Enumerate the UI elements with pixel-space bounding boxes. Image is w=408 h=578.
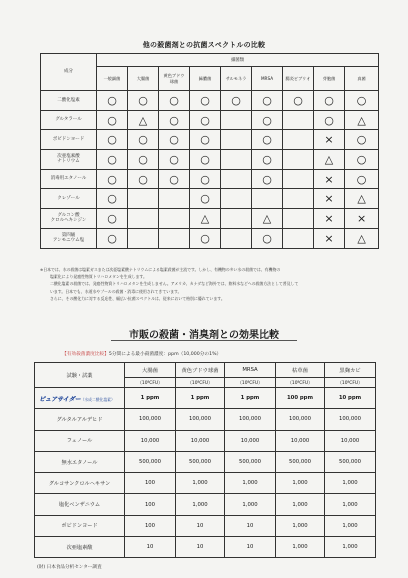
effect-mark: ○	[345, 150, 379, 170]
brand-subtitle: （水成二酸化塩素）	[80, 396, 115, 402]
effect-mark	[283, 110, 314, 130]
concentration-value: 10,000	[225, 430, 276, 451]
effect-mark	[221, 130, 252, 150]
effect-mark: ○	[128, 91, 159, 111]
effect-mark	[159, 189, 190, 209]
effect-mark: ○	[190, 169, 221, 189]
spectrum-table	[40, 53, 379, 249]
effect-mark: ○	[159, 91, 190, 111]
organism-header: 大腸菌	[125, 363, 176, 378]
reagent-label: 次亜塩素酸	[35, 537, 125, 558]
concentration-value: 100,000	[176, 409, 225, 430]
effect-mark: ×	[314, 169, 345, 189]
effect-mark: ○	[190, 189, 221, 209]
effect-mark: ○	[97, 130, 128, 150]
concentration-value: 500,000	[276, 451, 325, 472]
note-line: 塩素化により発癌性物質トリハロメタンを生成します。	[50, 274, 147, 280]
effect-mark	[221, 150, 252, 170]
concentration-value: 500,000	[225, 451, 276, 472]
effect-mark: △	[345, 110, 379, 130]
concentration-value: 1,000	[225, 494, 276, 515]
effect-mark: ○	[283, 91, 314, 111]
effect-mark	[283, 209, 314, 229]
effect-mark: ○	[190, 150, 221, 170]
notes-block	[40, 266, 380, 302]
effect-mark: ○	[345, 91, 379, 111]
comparison-header-row	[35, 363, 376, 378]
component-label: 第四級 アンモニウム塩	[41, 228, 97, 248]
concentration-value: 10	[176, 537, 225, 558]
comparison-row	[35, 451, 376, 472]
component-header: 成分	[41, 54, 97, 91]
title-underline	[111, 340, 297, 341]
organism-header: 黄色ブドウ球菌	[176, 363, 225, 378]
component-label: グルコン酸 クロルヘキシジン	[41, 209, 97, 229]
brand-name: ピュアサイダー	[39, 395, 81, 403]
note-line: さらに、その酸化力に対する反応性、幅広い抗菌スペクトルは、従来において格別に優れています。	[50, 295, 225, 301]
comparison-row	[35, 515, 376, 536]
test-reagent-header: 試験・試薬	[35, 363, 125, 388]
concentration-value: 100,000	[125, 409, 176, 430]
effect-mark	[283, 130, 314, 150]
effect-mark	[252, 189, 283, 209]
effect-mark: ○	[97, 169, 128, 189]
component-label: グルタラール	[41, 110, 97, 130]
concentration-value: 1,000	[325, 494, 376, 515]
reagent-label: グルコサンクロルヘキサン	[35, 473, 125, 494]
component-label: 二酸化塩素	[41, 91, 97, 111]
effect-mark	[128, 209, 159, 229]
brand-value: 10 ppm	[325, 388, 376, 409]
effect-mark: ×	[314, 228, 345, 248]
concentration-value: 500,000	[325, 451, 376, 472]
effect-mark: ○	[97, 150, 128, 170]
cfu-unit: （10⁸CFU）	[176, 378, 225, 388]
effect-mark: ○	[97, 189, 128, 209]
cfu-unit: （10⁸CFU）	[325, 378, 376, 388]
effect-mark	[159, 209, 190, 229]
effect-mark: ○	[252, 169, 283, 189]
concentration-value: 1,000	[276, 494, 325, 515]
concentration-value: 100,000	[276, 409, 325, 430]
comparison-row	[35, 537, 376, 558]
source-footer: (財) 日本食品分析センター調査	[37, 565, 102, 570]
effect-mark: ○	[345, 130, 379, 150]
comparison-row	[35, 409, 376, 430]
concentration-value: 10,000	[125, 430, 176, 451]
concentration-value: 10	[176, 515, 225, 536]
concentration-value: 100	[125, 473, 176, 494]
effect-mark	[221, 189, 252, 209]
subtitle-text: 5分間による最小殺菌濃度：ppm（10,000分の1%）	[108, 352, 222, 357]
effect-mark: ○	[221, 91, 252, 111]
cfu-unit: （10⁸CFU）	[225, 378, 276, 388]
spectrum-row	[41, 130, 379, 150]
effect-mark: △	[252, 209, 283, 229]
effect-mark: ○	[314, 91, 345, 111]
effect-mark: ○	[252, 150, 283, 170]
concentration-value: 500,000	[125, 451, 176, 472]
bacteria-column-header: 黄色ブドウ 球菌	[159, 67, 190, 91]
effect-mark: ○	[159, 130, 190, 150]
effect-mark	[221, 169, 252, 189]
effect-mark: ○	[190, 228, 221, 248]
comparison-subtitle	[62, 351, 362, 357]
reagent-label: 塩化ベンザニウム	[35, 494, 125, 515]
reagent-label: ポビドンヨード	[35, 515, 125, 536]
concentration-value: 1,000	[325, 473, 376, 494]
spectrum-row	[41, 169, 379, 189]
concentration-value: 100,000	[225, 409, 276, 430]
effect-mark: ○	[345, 169, 379, 189]
concentration-value: 100,000	[325, 409, 376, 430]
comparison-table-title: 市販の殺菌・消臭剤との効果比較	[129, 330, 279, 341]
spectrum-row	[41, 189, 379, 209]
bacteria-column-header: 腸炎ビブリオ	[283, 67, 314, 91]
note-line: 二酸化塩素の殺菌では、発癌性物質トリハロメタンを生成しません。アメリカ、カナダなど海外では、飲料水などへの殺菌方法として普及して	[50, 281, 299, 287]
concentration-value: 10	[225, 515, 276, 536]
bacteria-column-header: 真菌	[345, 67, 379, 91]
effect-mark	[283, 169, 314, 189]
effect-mark	[283, 228, 314, 248]
concentration-value: 1,000	[276, 515, 325, 536]
concentration-value: 1,000	[325, 537, 376, 558]
effect-mark: ○	[97, 91, 128, 111]
spectrum-row	[41, 150, 379, 170]
effect-mark: △	[314, 150, 345, 170]
effect-mark: ○	[190, 110, 221, 130]
effect-mark: ○	[190, 91, 221, 111]
organism-header: MRSA	[225, 363, 276, 378]
concentration-value: 1,000	[176, 473, 225, 494]
effect-mark: ○	[252, 130, 283, 150]
bacteria-group-header: 細菌類	[97, 54, 379, 67]
concentration-value: 10,000	[325, 430, 376, 451]
bacteria-column-header: 一般細菌	[97, 67, 128, 91]
subtitle-highlight: 【有効殺菌濃度比較】	[62, 352, 109, 357]
concentration-value: 1,000	[176, 494, 225, 515]
effect-mark: ○	[252, 110, 283, 130]
reagent-label: 無水エタノール	[35, 451, 125, 472]
component-label: ポビドンヨード	[41, 130, 97, 150]
cfu-unit: （10⁸CFU）	[276, 378, 325, 388]
organism-header: 枯草菌	[276, 363, 325, 378]
effect-mark	[283, 189, 314, 209]
effect-mark: △	[190, 209, 221, 229]
bacteria-column-header: サルモネラ	[221, 67, 252, 91]
spectrum-table-title: 他の殺菌剤との抗菌スペクトルの比較	[142, 41, 266, 49]
concentration-value: 10	[225, 537, 276, 558]
concentration-value: 1,000	[225, 473, 276, 494]
effect-mark: ○	[190, 130, 221, 150]
effect-mark: ○	[159, 150, 190, 170]
effect-mark: △	[345, 228, 379, 248]
effect-mark: ○	[128, 130, 159, 150]
spectrum-row	[41, 228, 379, 248]
effect-mark	[221, 228, 252, 248]
concentration-value: 100	[125, 515, 176, 536]
effect-mark: ×	[314, 130, 345, 150]
effect-mark: ×	[345, 209, 379, 229]
brand-cell	[35, 388, 125, 409]
component-label: 消毒用エタノール	[41, 169, 97, 189]
effect-mark: ○	[252, 91, 283, 111]
effect-mark: ○	[128, 150, 159, 170]
concentration-value: 100	[125, 494, 176, 515]
brand-value: 1 ppm	[125, 388, 176, 409]
effect-mark: ○	[252, 228, 283, 248]
brand-value: 100 ppm	[276, 388, 325, 409]
effect-mark	[221, 209, 252, 229]
effect-mark: ○	[97, 228, 128, 248]
comparison-row	[35, 430, 376, 451]
effect-mark: ×	[314, 189, 345, 209]
concentration-value: 10,000	[176, 430, 225, 451]
bacteria-column-header: 大腸菌	[128, 67, 159, 91]
spectrum-row	[41, 91, 379, 111]
spectrum-row	[41, 110, 379, 130]
brand-row	[35, 388, 376, 409]
note-line: ※日本では、水の殺菌は塩素ガスまたは次亜塩素酸ナトリウムによる塩素殺菌が主流です。しかし、有機物の多い水の殺菌では、有機物の	[40, 267, 281, 272]
effect-mark: ○	[97, 110, 128, 130]
brand-value: 1 ppm	[176, 388, 225, 409]
concentration-value: 10,000	[276, 430, 325, 451]
concentration-value: 1,000	[276, 537, 325, 558]
effect-mark: ○	[314, 110, 345, 130]
concentration-value: 500,000	[176, 451, 225, 472]
cfu-unit: （10⁸CFU）	[125, 378, 176, 388]
reagent-label: フェノール	[35, 430, 125, 451]
effect-mark: ○	[159, 110, 190, 130]
effect-mark: △	[128, 110, 159, 130]
effect-mark	[221, 110, 252, 130]
comparison-table	[34, 362, 376, 558]
effect-mark	[159, 228, 190, 248]
brand-value: 1 ppm	[225, 388, 276, 409]
comparison-row	[35, 473, 376, 494]
effect-mark: ○	[97, 209, 128, 229]
spectrum-row	[41, 209, 379, 229]
effect-mark	[128, 228, 159, 248]
comparison-row	[35, 494, 376, 515]
component-label: クレゾール	[41, 189, 97, 209]
note-line: います。日本でも、水道水やプールの殺菌・消毒に使用されてきています。	[50, 288, 182, 294]
component-label: 次亜塩素酸 ナトリウム	[41, 150, 97, 170]
reagent-label: グルタルアルデヒド	[35, 409, 125, 430]
effect-mark: ×	[314, 209, 345, 229]
bacteria-column-header: 緑膿菌	[190, 67, 221, 91]
effect-mark: ○	[128, 169, 159, 189]
concentration-value: 1,000	[325, 515, 376, 536]
effect-mark: △	[345, 189, 379, 209]
organism-header: 黒麹カビ	[325, 363, 376, 378]
bacteria-column-header: MRSA	[252, 67, 283, 91]
effect-mark	[128, 189, 159, 209]
effect-mark	[283, 150, 314, 170]
bacteria-column-header: 芽胞菌	[314, 67, 345, 91]
concentration-value: 1,000	[276, 473, 325, 494]
concentration-value: 10	[125, 537, 176, 558]
effect-mark: ○	[159, 169, 190, 189]
